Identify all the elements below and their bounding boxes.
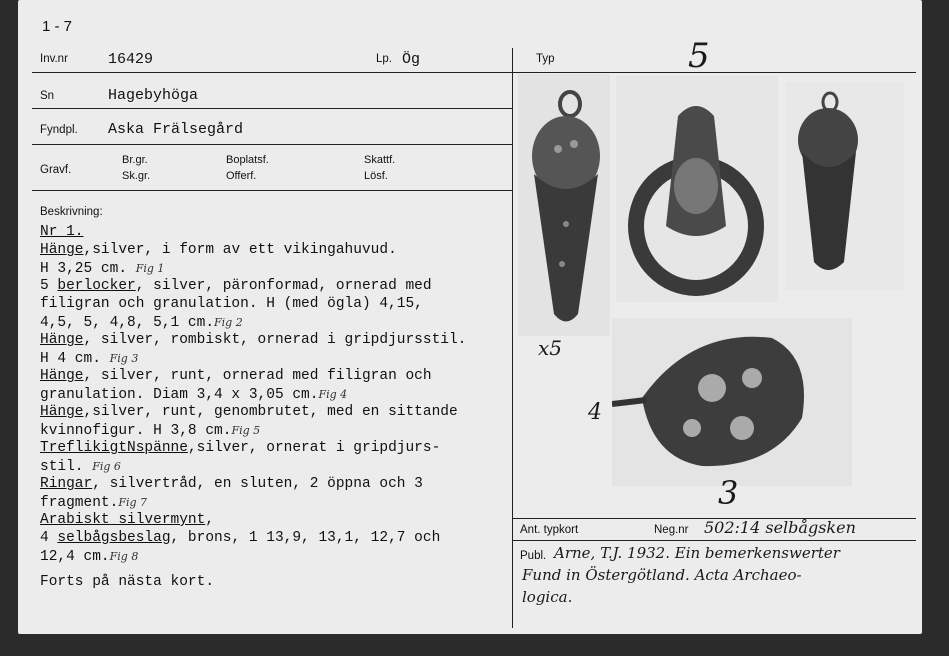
header-rule	[32, 72, 916, 73]
desc-l6-r: , silver, rombiskt, ornerad i gripdjursstil.	[83, 332, 467, 348]
desc-l3-r: , silver, päronformad, ornerad med	[135, 278, 432, 294]
ant-typkort-label: Ant. typkort	[520, 524, 579, 536]
desc-line-16	[40, 512, 214, 530]
catalog-card	[18, 0, 922, 634]
footer-mid-rule	[512, 540, 916, 541]
sn-value: Hagebyhöga	[108, 87, 199, 104]
publ-line-1: Arne, T.J. 1932. Ein bemerkenswerter	[554, 544, 840, 562]
desc-l13: stil.	[40, 459, 84, 475]
sn-label: Sn	[40, 90, 55, 102]
beskrivning-label: Beskrivning:	[40, 206, 103, 218]
sn-rule	[32, 108, 512, 109]
desc-l16-u: Arabiskt silvermynt	[40, 512, 206, 528]
photo-fig4-mark: 4	[588, 400, 602, 425]
desc-l15: fragment.	[40, 495, 119, 511]
desc-l16-r: ,	[205, 512, 215, 528]
gravf-label: Gravf.	[40, 164, 72, 176]
desc-l13-note: Fig 6	[92, 460, 121, 473]
photo-x5-mark: x5	[538, 336, 563, 360]
desc-line-5	[40, 314, 243, 333]
desc-l1-u: Hänge	[40, 242, 84, 258]
desc-line-14	[40, 476, 423, 494]
berlock-small-image	[786, 82, 904, 290]
desc-l18: 12,4 cm.	[40, 549, 110, 565]
desc-l10-u: Hänge	[40, 404, 84, 420]
desc-l9: granulation. Diam 3,4 x 3,05 cm.	[40, 387, 319, 403]
typ-label: Typ	[536, 53, 555, 65]
desc-line-3	[40, 278, 432, 296]
fyndpl-value: Aska Frälsegård	[108, 121, 244, 138]
photo-fig3-mark: 3	[718, 474, 739, 512]
desc-l3-a: 5	[40, 278, 58, 294]
desc-line-11	[40, 422, 260, 441]
card-number: 1 - 7	[42, 18, 73, 35]
berlock-large-image	[518, 74, 610, 336]
desc-l5: 4,5, 5, 4,8, 5,1 cm.	[40, 315, 215, 331]
publ-line-2: Fund in Östergötland. Acta Archaeo-	[522, 566, 802, 584]
desc-l17-r: , brons, 1 13,9, 13,1, 12,7 och	[170, 530, 441, 546]
desc-line-12	[40, 440, 440, 458]
desc-l2: H 3,25 cm.	[40, 261, 128, 277]
skattf-label: Skattf.	[364, 154, 396, 166]
photo-round-pendant	[616, 76, 778, 302]
column-divider	[512, 48, 513, 628]
negnr-value: 502:14 selbågsken	[704, 518, 856, 537]
desc-line-8	[40, 368, 432, 386]
desc-line-18	[40, 548, 138, 567]
desc-l3-u: berlocker	[57, 278, 136, 294]
desc-l17-a: 4	[40, 530, 58, 546]
publ-line-3: logica.	[522, 588, 573, 606]
desc-l17-u: selbågsbeslag	[57, 530, 171, 546]
inv-label: Inv.nr	[40, 53, 68, 65]
lp-value: Ög	[402, 51, 421, 68]
gravf-rule	[32, 190, 512, 191]
desc-l1-r: ,silver, i form av ett vikingahuvud.	[83, 242, 397, 258]
desc-line-4: filigran och granulation. H (med ögla) 4,15,	[40, 296, 423, 312]
desc-line-2	[40, 260, 164, 279]
desc-line-19: Forts på nästa kort.	[40, 574, 215, 590]
photo-berlock-small	[786, 82, 904, 290]
desc-l12-u: TreflikigtNspänne	[40, 440, 188, 456]
desc-l5-note: Fig 2	[214, 316, 243, 329]
desc-line-13	[40, 458, 121, 477]
photo-berlock-large	[518, 74, 610, 336]
skgr-label: Sk.gr.	[122, 170, 151, 182]
desc-nr: Nr 1.	[40, 224, 84, 240]
desc-line-1	[40, 242, 397, 260]
trefoil-brooch-image	[612, 318, 852, 486]
lp-label: Lp.	[376, 53, 392, 65]
inv-value: 16429	[108, 51, 154, 68]
desc-line-15	[40, 494, 147, 513]
losf-label: Lösf.	[364, 170, 388, 182]
desc-l7: H 4 cm.	[40, 351, 101, 367]
desc-line-9	[40, 386, 347, 405]
publ-label: Publ.	[520, 550, 547, 562]
desc-l11-note: Fig 5	[231, 424, 261, 437]
desc-l14-r: , silvertråd, en sluten, 2 öppna och 3	[92, 476, 423, 492]
negnr-label: Neg.nr	[654, 524, 689, 536]
boplatsf-label: Boplatsf.	[226, 154, 269, 166]
desc-l15-note: Fig 7	[118, 496, 148, 509]
desc-l8-u: Hänge	[40, 368, 84, 384]
photo-trefoil-brooch	[612, 318, 852, 486]
round-pendant-image	[616, 76, 778, 302]
desc-l10-r: ,silver, runt, genombrutet, med en sittande	[83, 404, 458, 420]
desc-line-7	[40, 350, 138, 369]
offerf-label: Offerf.	[226, 170, 257, 182]
desc-line-10	[40, 404, 458, 422]
typ-value: 5	[688, 36, 710, 76]
desc-l18-note: Fig 8	[109, 550, 139, 563]
desc-l6-u: Hänge	[40, 332, 84, 348]
fyndpl-rule	[32, 144, 512, 145]
desc-l8-r: , silver, runt, ornerad med filigran och	[83, 368, 432, 384]
desc-l12-r: ,silver, ornerat i gripdjurs-	[187, 440, 441, 456]
desc-l9-note: Fig 4	[318, 388, 348, 401]
desc-l14-u: Ringar	[40, 476, 93, 492]
desc-l7-note: Fig 3	[109, 352, 139, 365]
desc-l2-note: Fig 1	[135, 262, 165, 275]
desc-line-6	[40, 332, 466, 350]
fyndpl-label: Fyndpl.	[40, 124, 78, 136]
desc-line-17	[40, 530, 440, 548]
desc-l11: kvinnofigur. H 3,8 cm.	[40, 423, 232, 439]
brgr-label: Br.gr.	[122, 154, 148, 166]
